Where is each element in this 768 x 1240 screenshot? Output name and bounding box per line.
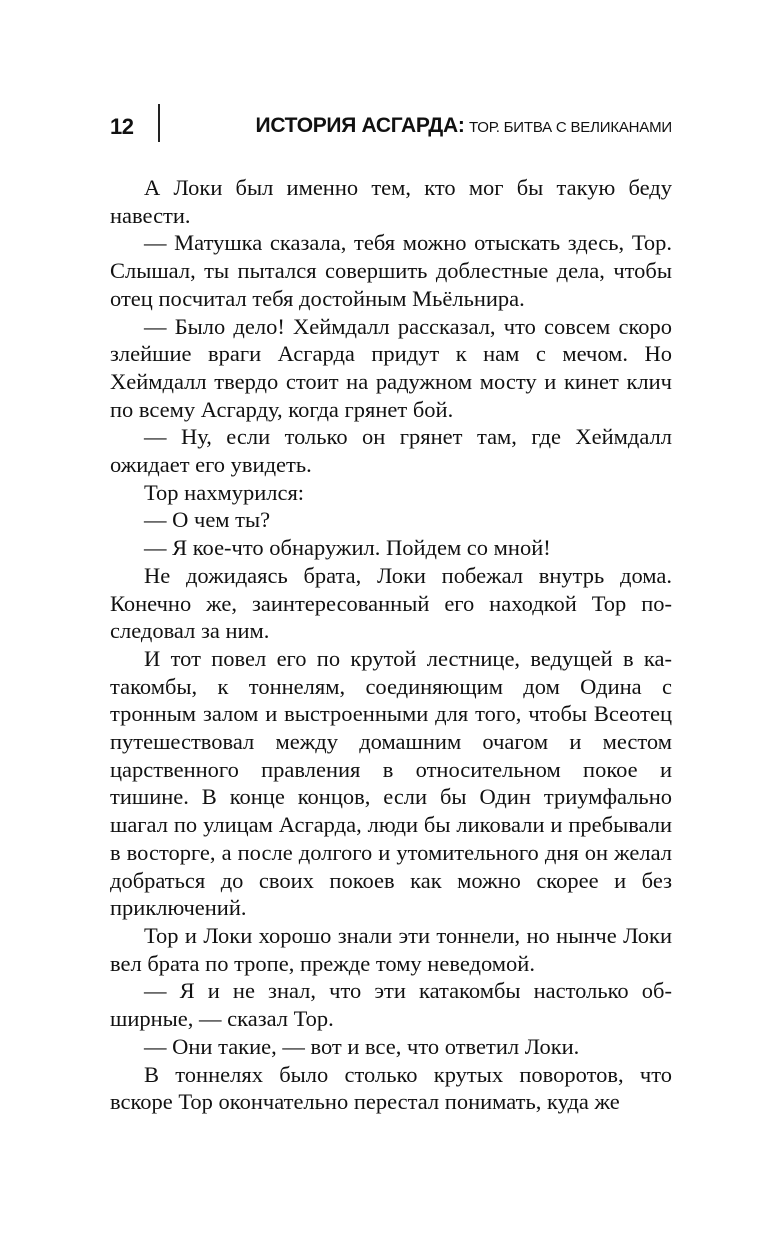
- paragraph: — Я кое-что обнаружил. Пойдем со мной!: [144, 535, 551, 561]
- paragraph: И тот повел его по крутой лестнице, ведущей в катакомбы, к тоннелям, соединяющим дом Одина с тронным залом и выстроенными для того, чтобы Всеотец путешествовал между домашним очагом и местом царственного правления в относительном покое и тишине. В конце концов, если бы Один триумфально шагал по улицам Асгарда, люди бы ликовали и пребывали в восторге, а после долгого и утомительного дня он желал добраться до своих покоев как можно скорее и без приключений.: [110, 645, 672, 921]
- paragraph: — О чем ты?: [144, 507, 271, 533]
- paragraph: А Локи был именно тем, кто мог бы такую беду навести.: [110, 175, 672, 228]
- book-subtitle: ТОР. БИТВА С ВЕЛИКАНАМИ: [468, 119, 672, 136]
- header-divider: [158, 104, 160, 142]
- body-text: [110, 174, 672, 1116]
- paragraph: Тор и Локи хорошо знали эти тоннели, но нынче Локи вел брата по тропе, прежде тому неведомой.: [110, 922, 672, 976]
- page-number: 12: [110, 114, 134, 139]
- paragraph: — Было дело! Хеймдалл рассказал, что совсем скоро злейшие враги Асгарда придут к нам с мечом. Но Хеймдалл твердо стоит на радужном мосту и кинет клич по всему Асгарду, когда грянет бой.: [110, 313, 672, 422]
- book-title: ИСТОРИЯ АСГАРДА:: [255, 114, 465, 137]
- running-head: [256, 114, 672, 138]
- paragraph: — Они такие, — вот и все, что ответил Локи.: [144, 1033, 580, 1059]
- paragraph: В тоннелях было столько крутых поворотов, что вскоре Тор окончательно перестал понимать, куда же: [110, 1061, 672, 1115]
- page-header: [110, 104, 672, 144]
- paragraph: Не дожидаясь брата, Локи побежал внутрь дома. Конечно же, заинтересованный его находкой Тор последовал за ним.: [110, 562, 672, 644]
- paragraph: — Ну, если только он грянет там, где Хеймдалл ожидает его увидеть.: [110, 424, 672, 478]
- paragraph: — Я и не знал, что эти катакомбы настолько обширные, — сказал Тор.: [110, 978, 672, 1032]
- paragraph: Тор нахмурился:: [144, 479, 305, 505]
- paragraph: — Матушка сказала, тебя можно отыскать здесь, Тор. Слышал, ты пытался совершить доблестные дела, чтобы отец посчитал тебя достойным Мьёльнира.: [110, 230, 672, 311]
